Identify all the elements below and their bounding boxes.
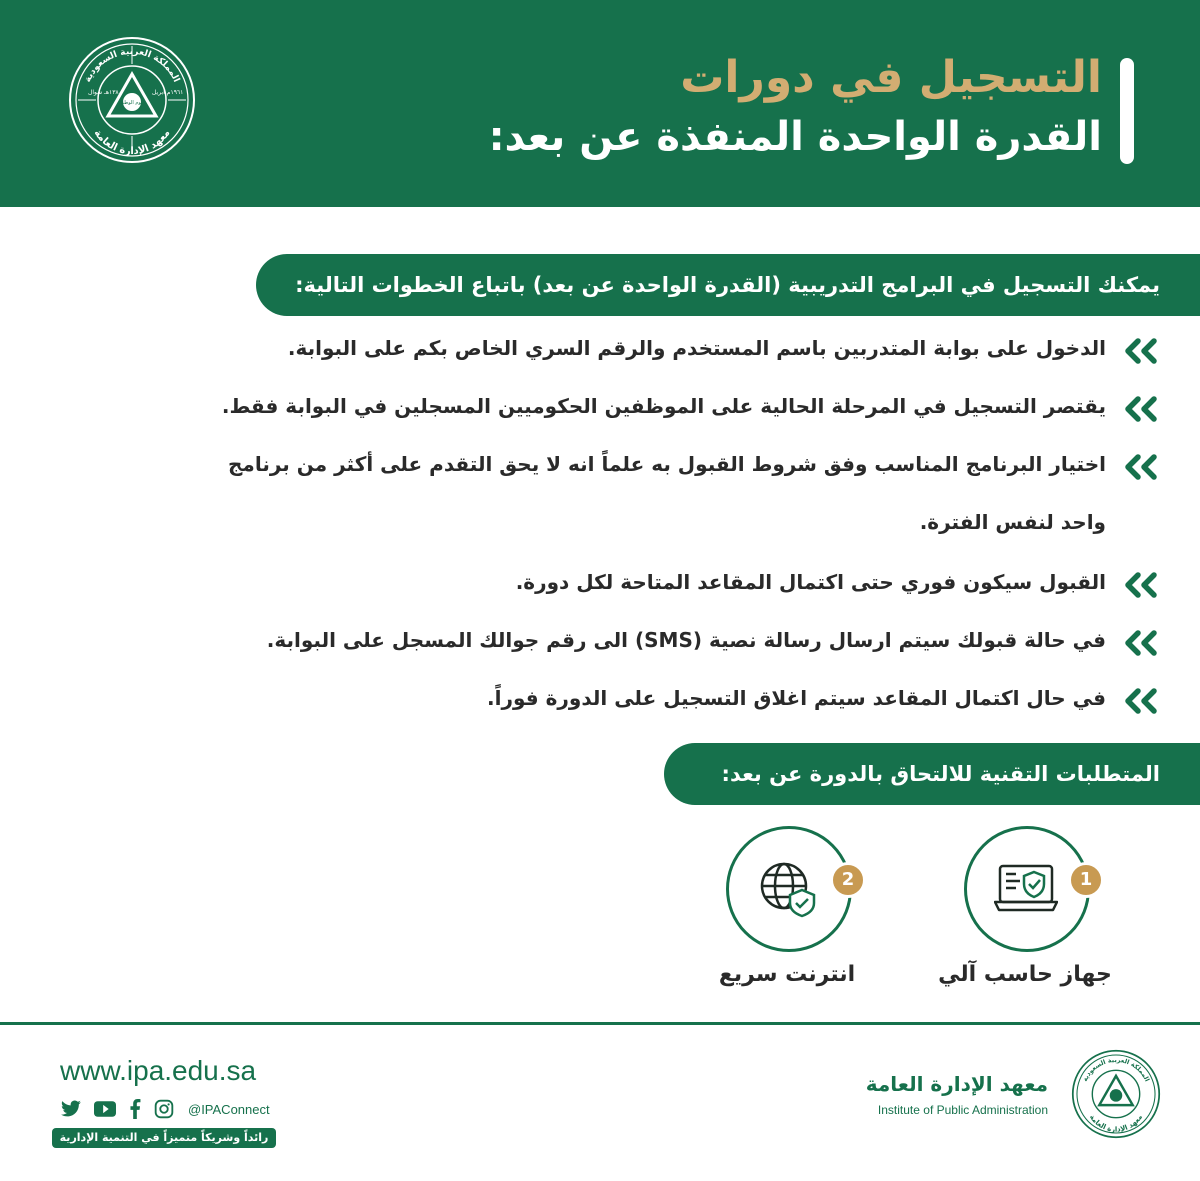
instagram-icon[interactable] — [154, 1099, 174, 1119]
footer-divider — [0, 1022, 1200, 1025]
org-name-english: Institute of Public Administration — [877, 1103, 1048, 1117]
svg-text:معهد الإدارة العامة — [1088, 1113, 1144, 1133]
laptop-shield-icon — [994, 864, 1058, 914]
step-item — [222, 394, 1158, 418]
step-item — [228, 452, 1158, 534]
ipa-logo — [66, 34, 198, 166]
social-handle[interactable]: @IPAConnect — [188, 1101, 270, 1117]
step-text: اختيار البرنامج المناسب وفق شروط القبول به علماً انه لا يحق التقدم على أكثر من برنامج — [228, 452, 1106, 476]
facebook-icon[interactable] — [128, 1099, 142, 1119]
double-chevron-icon — [1120, 630, 1158, 656]
ipa-logo-footer — [1070, 1048, 1162, 1140]
org-name-arabic: معهد الإدارة العامة — [865, 1072, 1048, 1096]
header-banner — [0, 0, 1200, 207]
logo-text-bottom: معهد الإدارة العامة — [91, 127, 173, 158]
step-item — [288, 336, 1158, 360]
step-item — [267, 628, 1158, 652]
logo-footer-text-top: المملكة العربية السعودية — [1081, 1056, 1151, 1083]
requirements-heading: المتطلبات التقنية للالتحاق بالدورة عن بعد: — [664, 743, 1200, 805]
page-title-line1: التسجيل في دورات — [680, 52, 1102, 103]
step-text: الدخول على بوابة المتدربين باسم المستخدم والرقم السري الخاص بكم على البوابة. — [287, 336, 1106, 360]
steps-heading: يمكنك التسجيل في البرامج التدريبية (القدرة الواحدة عن بعد) باتباع الخطوات التالية: — [256, 254, 1200, 316]
step-text: في حال اكتمال المقاعد سيتم اغلاق التسجيل على الدورة فوراً. — [487, 686, 1106, 710]
logo-footer-text-bottom: معهد الإدارة العامة — [1087, 1113, 1145, 1134]
requirement-internet — [726, 826, 855, 952]
step-text: يقتصر التسجيل في المرحلة الحالية على الموظفين الحكوميين المسجلين في البوابة فقط. — [221, 394, 1106, 418]
page-title-line2: القدرة الواحدة المنفذة عن بعد: — [488, 114, 1102, 160]
logo-center-text: اليوم الوطني — [118, 100, 146, 106]
twitter-icon[interactable] — [60, 1100, 82, 1118]
tagline-badge: رائداً وشريكاً متميزاً في التنمية الإدارية — [52, 1128, 276, 1148]
website-link[interactable]: www.ipa.edu.sa — [60, 1055, 257, 1086]
logo-text-left: ١٣٨٠هـ شوال — [88, 89, 122, 96]
step-item — [516, 570, 1158, 594]
step-text-continuation: واحد لنفس الفترة. — [919, 510, 1106, 534]
logo-text-right: ١٩٦١م ابريل — [152, 89, 184, 96]
double-chevron-icon — [1120, 454, 1158, 480]
double-chevron-icon — [1120, 572, 1158, 598]
globe-shield-icon — [758, 858, 818, 918]
double-chevron-icon — [1120, 688, 1158, 714]
youtube-icon[interactable] — [94, 1101, 116, 1117]
double-chevron-icon — [1120, 338, 1158, 364]
step-text: في حالة قبولك سيتم ارسال رسالة نصية (SMS) الى رقم جوالك المسجل على البوابة. — [266, 628, 1106, 652]
requirement-label: جهاز حاسب آلي — [938, 962, 1112, 987]
social-links — [60, 1098, 270, 1120]
double-chevron-icon — [1120, 396, 1158, 422]
requirement-number-badge: 1 — [1068, 862, 1104, 898]
step-item — [487, 686, 1158, 710]
requirement-label: انترنت سريع — [718, 962, 856, 987]
title-accent-bar — [1120, 58, 1134, 164]
logo-text-top: المملكة العربية السعودية — [82, 46, 182, 84]
requirement-computer — [964, 826, 1093, 952]
step-text: القبول سيكون فوري حتى اكتمال المقاعد المتاحة لكل دورة. — [515, 570, 1106, 594]
requirement-number-badge: 2 — [830, 862, 866, 898]
